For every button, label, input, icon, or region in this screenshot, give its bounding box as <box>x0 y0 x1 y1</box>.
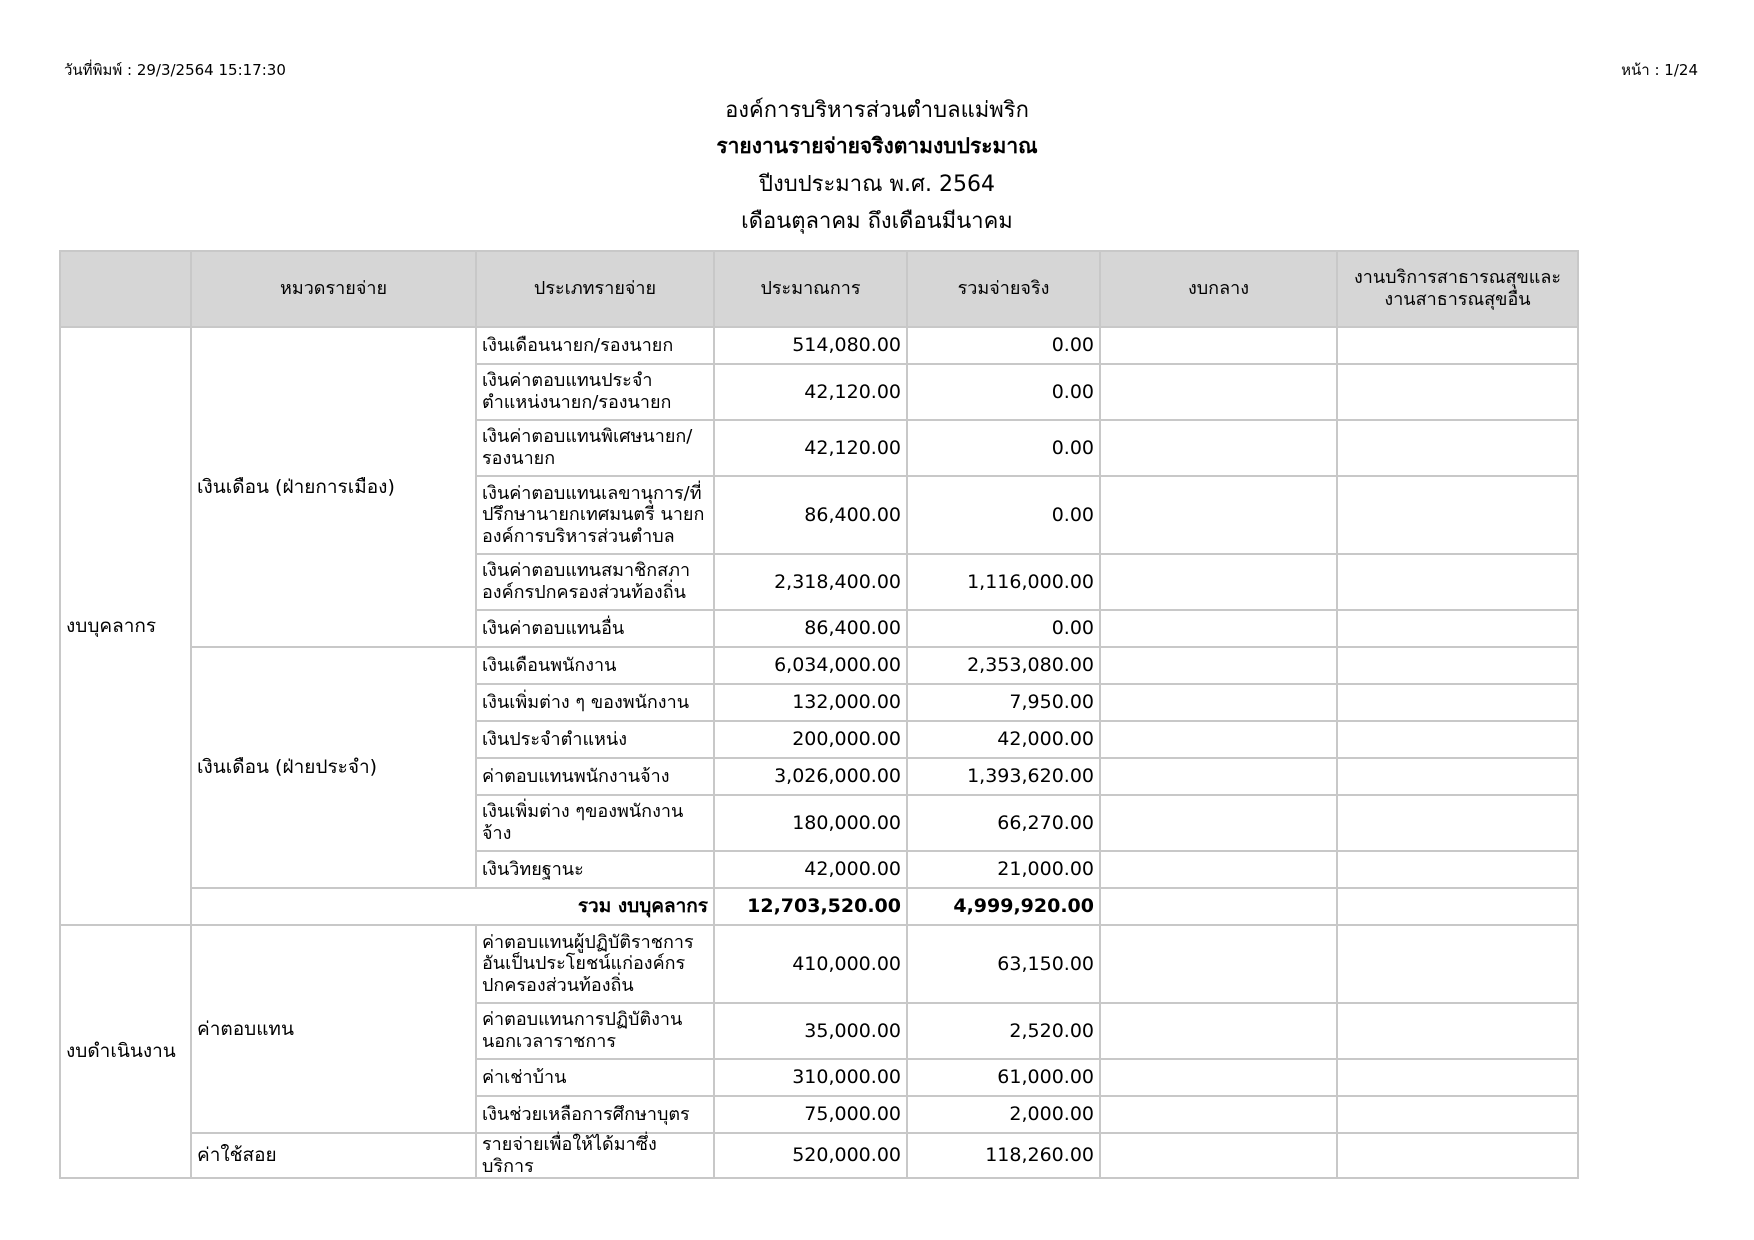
row-central-budget <box>1100 1096 1337 1133</box>
row-estimate: 520,000.00 <box>714 1133 907 1178</box>
table-row <box>60 1133 1578 1178</box>
row-type: ค่าตอบแทนพนักงานจ้าง <box>476 758 714 795</box>
row-public-health <box>1337 420 1578 476</box>
row-central-budget <box>1100 554 1337 610</box>
category-compensation: ค่าตอบแทน <box>191 925 476 1133</box>
row-central-budget <box>1100 851 1337 888</box>
table-row <box>60 327 1578 364</box>
row-actual: 66,270.00 <box>907 795 1100 851</box>
table-header-row <box>60 251 1578 327</box>
col-header-estimate: ประมาณการ <box>714 251 907 327</box>
row-public-health <box>1337 554 1578 610</box>
row-actual: 118,260.00 <box>907 1133 1100 1178</box>
row-type: เงินค่าตอบแทนสมาชิกสภาองค์กรปกครองส่วนท้องถิ่น <box>476 554 714 610</box>
row-estimate: 514,080.00 <box>714 327 907 364</box>
row-central-budget <box>1100 1133 1337 1178</box>
personnel-total-row <box>60 888 1578 925</box>
print-date: วันที่พิมพ์ : 29/3/2564 15:17:30 <box>64 61 286 79</box>
row-estimate: 6,034,000.00 <box>714 647 907 684</box>
row-type: เงินค่าตอบแทนเลขานุการ/ที่ปรึกษานายกเทศมนตรี นายกองค์การบริหารส่วนตำบล <box>476 476 714 554</box>
personnel-total-estimate: 12,703,520.00 <box>714 888 907 925</box>
row-actual: 2,000.00 <box>907 1096 1100 1133</box>
col-header-public-health-text: งานบริการสาธารณสุขและ งานสาธารณสุขอื่น <box>1353 266 1562 310</box>
row-central-budget <box>1100 1059 1337 1096</box>
row-actual: 63,150.00 <box>907 925 1100 1003</box>
row-estimate: 42,120.00 <box>714 420 907 476</box>
row-estimate: 180,000.00 <box>714 795 907 851</box>
fiscal-year: ปีงบประมาณ พ.ศ. 2564 <box>759 172 995 197</box>
row-estimate: 86,400.00 <box>714 476 907 554</box>
row-public-health <box>1337 364 1578 420</box>
row-type: ค่าตอบแทนผู้ปฏิบัติราชการอันเป็นประโยชน์แก่องค์กรปกครองส่วนท้องถิ่น <box>476 925 714 1003</box>
row-actual: 1,393,620.00 <box>907 758 1100 795</box>
personnel-total-label: รวม งบบุคลากร <box>191 888 714 925</box>
row-central-budget <box>1100 684 1337 721</box>
category-regular-salary: เงินเดือน (ฝ่ายประจำ) <box>191 647 476 888</box>
category-political-salary: เงินเดือน (ฝ่ายการเมือง) <box>191 327 476 647</box>
row-actual: 0.00 <box>907 610 1100 647</box>
col-header-public-health <box>1337 251 1578 327</box>
row-actual: 2,353,080.00 <box>907 647 1100 684</box>
row-central-budget <box>1100 925 1337 1003</box>
row-actual: 42,000.00 <box>907 721 1100 758</box>
row-actual: 0.00 <box>907 364 1100 420</box>
row-type: เงินค่าตอบแทนพิเศษนายก/รองนายก <box>476 420 714 476</box>
col-header-type: ประเภทรายจ่าย <box>476 251 714 327</box>
row-type: เงินเพิ่มต่าง ๆของพนักงานจ้าง <box>476 795 714 851</box>
row-estimate: 410,000.00 <box>714 925 907 1003</box>
row-estimate: 75,000.00 <box>714 1096 907 1133</box>
row-central-budget <box>1100 420 1337 476</box>
row-public-health <box>1337 851 1578 888</box>
col-header-category: หมวดรายจ่าย <box>191 251 476 327</box>
group-personnel: งบบุคลากร <box>60 327 191 925</box>
row-type: ค่าเช่าบ้าน <box>476 1059 714 1096</box>
row-estimate: 132,000.00 <box>714 684 907 721</box>
row-public-health <box>1337 1096 1578 1133</box>
row-central-budget <box>1100 364 1337 420</box>
report-period: เดือนตุลาคม ถึงเดือนมีนาคม <box>741 209 1013 234</box>
row-central-budget <box>1100 476 1337 554</box>
row-estimate: 42,000.00 <box>714 851 907 888</box>
row-estimate: 310,000.00 <box>714 1059 907 1096</box>
row-central-budget <box>1100 1003 1337 1059</box>
organization-name: องค์การบริหารส่วนตำบลแม่พริก <box>725 98 1029 123</box>
row-public-health <box>1337 1059 1578 1096</box>
row-actual: 1,116,000.00 <box>907 554 1100 610</box>
row-public-health <box>1337 647 1578 684</box>
row-actual: 21,000.00 <box>907 851 1100 888</box>
row-central-budget <box>1100 610 1337 647</box>
row-public-health <box>1337 327 1578 364</box>
row-estimate: 86,400.00 <box>714 610 907 647</box>
row-public-health <box>1337 925 1578 1003</box>
category-expenses: ค่าใช้สอย <box>191 1133 476 1178</box>
row-public-health <box>1337 888 1578 925</box>
budget-table <box>59 250 1579 1179</box>
row-type: เงินค่าตอบแทนอื่น <box>476 610 714 647</box>
row-type: ค่าตอบแทนการปฏิบัติงานนอกเวลาราชการ <box>476 1003 714 1059</box>
row-type: เงินเพิ่มต่าง ๆ ของพนักงาน <box>476 684 714 721</box>
row-central-budget <box>1100 327 1337 364</box>
row-actual: 61,000.00 <box>907 1059 1100 1096</box>
row-public-health <box>1337 476 1578 554</box>
row-public-health <box>1337 721 1578 758</box>
table-row <box>60 647 1578 684</box>
row-type: รายจ่ายเพื่อให้ได้มาซึ่งบริการ <box>476 1133 714 1178</box>
col-header-group <box>60 251 191 327</box>
row-type: เงินค่าตอบแทนประจำตำแหน่งนายก/รองนายก <box>476 364 714 420</box>
row-type: เงินประจำตำแหน่ง <box>476 721 714 758</box>
row-actual: 0.00 <box>907 476 1100 554</box>
row-central-budget <box>1100 758 1337 795</box>
row-central-budget <box>1100 888 1337 925</box>
row-central-budget <box>1100 795 1337 851</box>
row-public-health <box>1337 758 1578 795</box>
row-central-budget <box>1100 721 1337 758</box>
row-central-budget <box>1100 647 1337 684</box>
row-estimate: 42,120.00 <box>714 364 907 420</box>
row-public-health <box>1337 610 1578 647</box>
col-header-central-budget: งบกลาง <box>1100 251 1337 327</box>
row-public-health <box>1337 1003 1578 1059</box>
row-actual: 0.00 <box>907 420 1100 476</box>
row-estimate: 35,000.00 <box>714 1003 907 1059</box>
row-estimate: 2,318,400.00 <box>714 554 907 610</box>
row-type: เงินเดือนพนักงาน <box>476 647 714 684</box>
table-row <box>60 925 1578 1003</box>
group-operations: งบดำเนินงาน <box>60 925 191 1178</box>
row-actual: 2,520.00 <box>907 1003 1100 1059</box>
row-type: เงินช่วยเหลือการศึกษาบุตร <box>476 1096 714 1133</box>
row-type: เงินวิทยฐานะ <box>476 851 714 888</box>
row-estimate: 200,000.00 <box>714 721 907 758</box>
report-title: รายงานรายจ่ายจริงตามงบประมาณ <box>716 134 1038 158</box>
row-actual: 7,950.00 <box>907 684 1100 721</box>
row-public-health <box>1337 795 1578 851</box>
row-public-health <box>1337 1133 1578 1178</box>
page-number: หน้า : 1/24 <box>1621 61 1698 79</box>
row-public-health <box>1337 684 1578 721</box>
personnel-total-actual: 4,999,920.00 <box>907 888 1100 925</box>
row-estimate: 3,026,000.00 <box>714 758 907 795</box>
col-header-actual: รวมจ่ายจริง <box>907 251 1100 327</box>
row-type: เงินเดือนนายก/รองนายก <box>476 327 714 364</box>
row-actual: 0.00 <box>907 327 1100 364</box>
